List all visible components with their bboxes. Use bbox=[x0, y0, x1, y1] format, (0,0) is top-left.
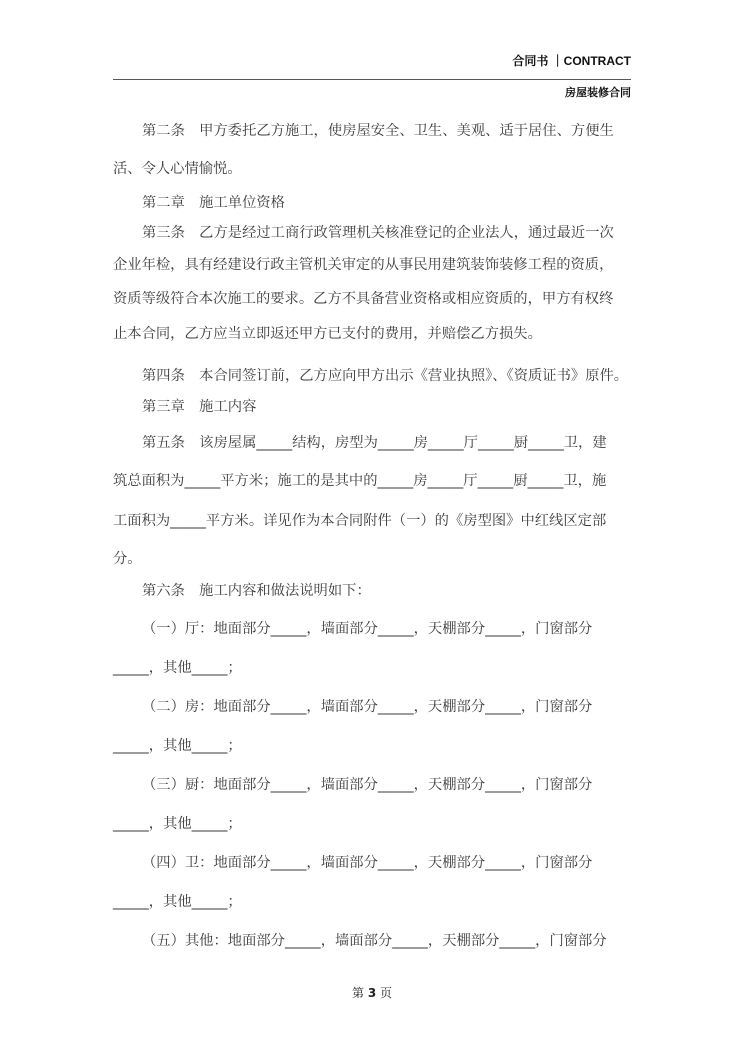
item-4-line-2: _____，其他_____； bbox=[113, 894, 242, 910]
item-3-line-1: （三）厨：地面部分_____，墙面部分_____，天棚部分_____，门窗部分 bbox=[142, 777, 593, 793]
header-divider bbox=[113, 79, 631, 80]
article-3-line-1: 第三条 乙方是经过工商行政管理机关核准登记的企业法人，通过最近一次 bbox=[142, 225, 614, 241]
header-subtitle: 房屋装修合同 bbox=[565, 86, 631, 99]
footer-suffix: 页 bbox=[380, 986, 393, 1000]
article-3-line-2: 企业年检，具有经建设行政主管机关审定的从事民用建筑装饰装修工程的资质， bbox=[113, 257, 614, 273]
item-1-line-1: （一）厅：地面部分_____，墙面部分_____，天棚部分_____，门窗部分 bbox=[142, 621, 593, 637]
footer-prefix: 第 bbox=[351, 986, 364, 1000]
header-title: 合同书 ｜CONTRACT bbox=[512, 54, 631, 68]
item-4-line-1: （四）卫：地面部分_____，墙面部分_____，天棚部分_____，门窗部分 bbox=[142, 855, 593, 871]
article-3-line-4: 止本合同，乙方应当立即返还甲方已支付的费用，并赔偿乙方损失。 bbox=[113, 326, 542, 342]
article-2-line-1: 第二条 甲方委托乙方施工，使房屋安全、卫生、美观、适于居住、方便生 bbox=[142, 123, 614, 139]
article-5-line-4: 分。 bbox=[113, 551, 142, 567]
item-5-line-1: （五）其他：地面部分_____，墙面部分_____，天棚部分_____，门窗部分 bbox=[142, 933, 607, 949]
article-6-line: 第六条 施工内容和做法说明如下： bbox=[142, 583, 371, 599]
item-3-line-2: _____，其他_____； bbox=[113, 816, 242, 832]
chapter-2-heading: 第二章 施工单位资格 bbox=[142, 195, 285, 211]
article-4-line: 第四条 本合同签订前，乙方应向甲方出示《营业执照》、《资质证书》原件。 bbox=[142, 368, 629, 384]
item-2-line-1: （二）房：地面部分_____，墙面部分_____，天棚部分_____，门窗部分 bbox=[142, 699, 593, 715]
page-footer bbox=[0, 984, 744, 1001]
article-5-line-3: 工面积为_____平方米。详见作为本合同附件（一）的《房型图》中红线区定部 bbox=[113, 513, 607, 529]
article-5-line-1: 第五条 该房屋属_____结构，房型为_____房_____厅_____厨_____卫，建 bbox=[142, 435, 607, 451]
item-2-line-2: _____，其他_____； bbox=[113, 738, 242, 754]
article-2-line-2: 活、令人心情愉悦。 bbox=[113, 161, 242, 177]
item-1-line-2: _____，其他_____； bbox=[113, 660, 242, 676]
article-3-line-3: 资质等级符合本次施工的要求。乙方不具备营业资格或相应资质的，甲方有权终 bbox=[113, 291, 614, 307]
article-5-line-2: 筑总面积为_____平方米；施工的是其中的_____房_____厅_____厨_____卫，施 bbox=[113, 473, 607, 489]
page-number: 3 bbox=[367, 986, 377, 1000]
chapter-3-heading: 第三章 施工内容 bbox=[142, 399, 257, 415]
